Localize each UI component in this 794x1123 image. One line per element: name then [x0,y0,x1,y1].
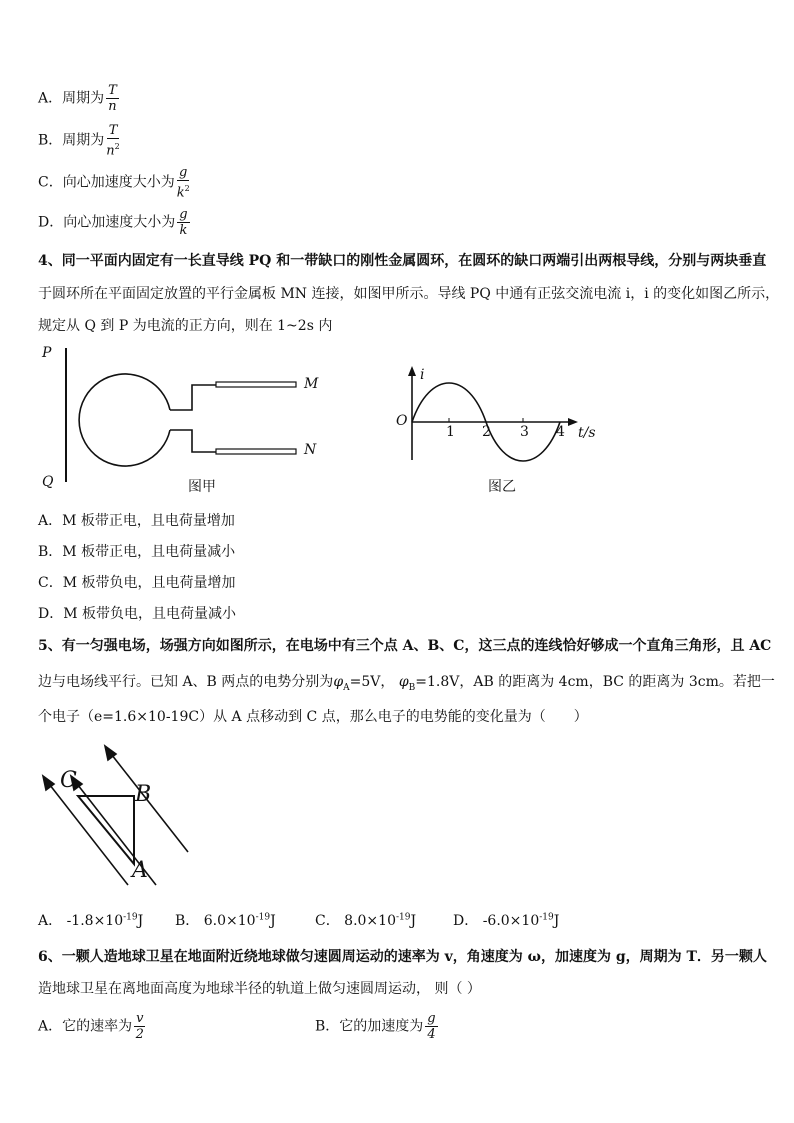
q5-option-b: B． $6.0\times 10^{-19}J$ [175,912,276,929]
q4-option-a: A．M 板带正电，且电荷量增加 [38,513,235,529]
fraction: $\frac{g}{k^2}$ [176,165,190,201]
label-n: N [304,442,317,458]
q4-option-b: B．M 板带正电，且电荷量减小 [38,544,236,560]
q6-option-b: B．它的加速度为 $\frac{g}{4}$ [315,1011,436,1042]
q4-option-d: D．M 板带负电，且电荷量减小 [38,606,237,622]
tick-3: 3 [520,424,529,440]
caption-yi: 图乙 [488,479,516,495]
q5-option-d: D． $-6.0\times 10^{-19}J$ [453,912,560,929]
fraction: $\frac{T}{n^2}$ [106,123,120,159]
caption-jia: 图甲 [188,479,216,495]
fraction: $\frac{T}{n}$ [108,83,117,114]
fraction: $\frac{g}{4}$ [427,1011,436,1042]
q6-option-a: A．它的速率为 $\frac{v}{2}$ [38,1011,144,1042]
label-p: P [42,345,52,361]
label-q: Q [42,474,54,490]
label-i: i [420,367,425,383]
q5-line-1: 5、有一匀强电场，场强方向如图所示，在电场中有三个点 A、B、C，这三点的连线恰好够成一个直角三角形，且 AC [38,638,772,654]
tick-2: 2 [482,424,491,440]
figure-field-triangle [38,740,198,890]
q4-line-1: 4、同一平面内固定有一长直导线 PQ 和一带缺口的刚性金属圆环，在圆环的缺口两端引出两根导线，分别与两块垂直 [38,253,767,269]
label-c: C [60,768,77,793]
label-t: t/s [578,425,596,441]
label-a: A [132,858,148,883]
tick-4: 4 [556,424,565,440]
q6-line-2: 造地球卫星在离地面高度为地球半径的轨道上做匀速圆周运动， 则（ ） [38,981,481,997]
q3-option-a: A．周期为 $\frac{T}{n}$ [38,83,117,114]
fraction: $\frac{v}{2}$ [135,1011,144,1042]
q5-option-c: C． $8.0\times 10^{-19}J$ [315,912,417,929]
q4-line-3: 规定从 Q 到 P 为电流的正方向，则在 1~2s 内 [38,318,333,334]
label-o: O [396,413,408,429]
q5-line-2: 边与电场线平行。已知 A、B 两点的电势分别为$\varphi_A=5V$， $\varphi_B=1.8V$，AB 的距离为 4cm，BC 的距离为 3cm。若把一 [38,674,775,693]
fraction: $\frac{g}{k}$ [179,207,188,238]
q4-line-2: 于圆环所在平面固定放置的平行金属板 MN 连接，如图甲所示。导线 PQ 中通有正弦交流电流 i，i 的变化如图乙所示， [38,286,780,302]
q4-option-c: C．M 板带负电，且电荷量增加 [38,575,236,591]
q3-option-d: D．向心加速度大小为 $\frac{g}{k}$ [38,207,188,238]
tick-1: 1 [446,424,455,440]
q6-line-1: 6、一颗人造地球卫星在地面附近绕地球做匀速圆周运动的速率为 v，角速度为 ω，加速度为 g，周期为 T．另一颗人 [38,949,767,965]
q3-option-b: B．周期为 $\frac{T}{n^2}$ [38,123,120,159]
label-b: B [135,782,152,807]
q5-option-a: A． $-1.8\times 10^{-19}J$ [38,912,144,929]
q3-option-c: C．向心加速度大小为 $\frac{g}{k^2}$ [38,165,190,201]
label-m: M [304,376,319,392]
q5-line-3: 个电子（e=1.6×10-19C）从 A 点移动到 C 点，那么电子的电势能的变化量为（ ） [38,709,588,725]
